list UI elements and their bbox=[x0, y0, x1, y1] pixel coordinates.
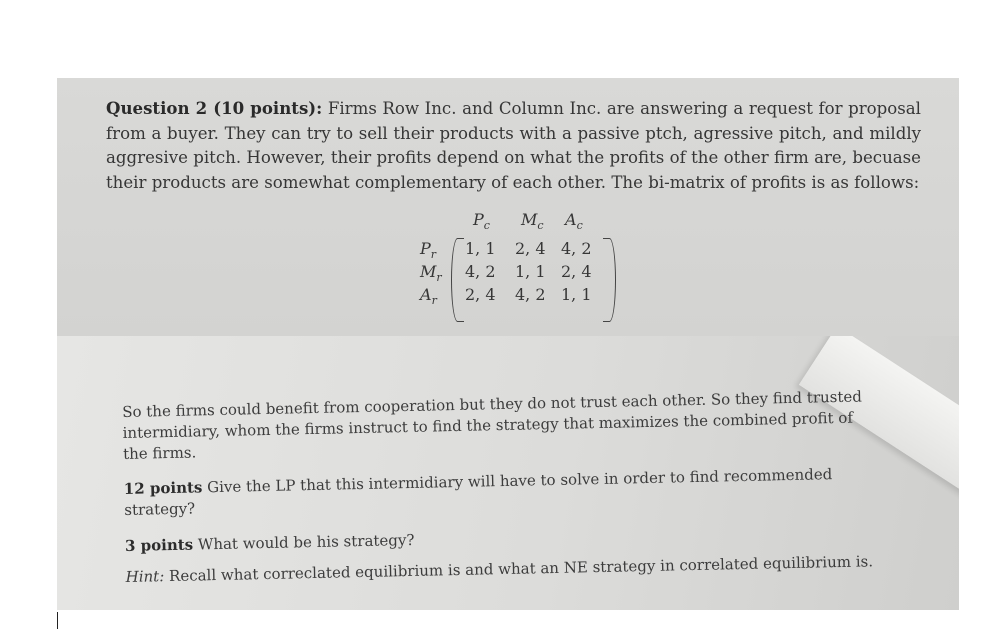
left-parenthesis bbox=[451, 238, 464, 322]
question-paragraph bbox=[106, 96, 921, 195]
matrix-cell: 2, 4 bbox=[465, 285, 496, 304]
matrix-cell: 2, 4 bbox=[515, 239, 546, 258]
row-label-mr: $M_r$ bbox=[420, 262, 442, 285]
hint-text: Recall what correclated equilibrium is and what an NE strategy in correlated equilibrium is. bbox=[168, 552, 874, 586]
part1-text: Give the LP that this intermidiary will have to solve in order to find recommended strategy? bbox=[124, 465, 833, 519]
matrix-cell: 1, 1 bbox=[515, 262, 546, 281]
question-heading: Question 2 (10 points): bbox=[106, 98, 323, 118]
matrix-cell: 4, 2 bbox=[465, 262, 496, 281]
part2-points: 3 points bbox=[124, 535, 194, 555]
question-body: Firms Row Inc. and Column Inc. are answering a request for proposal from a buyer. They can try to sell their products with a passive ptch, agressive pitch, and mildly aggresive pitch. However, their profits depend on what the profits of the other firm are, becuase their products are somewhat complementary of each other. The bi-matrix of profits is as follows: bbox=[106, 99, 921, 192]
col-label-mc bbox=[521, 210, 544, 232]
cooperation-paragraph: So the firms could benefit from cooperation but they do not trust each other. So they find trusted intermidiary, whom the firms instruct to find the strategy that maximizes the combined profit of the firms. bbox=[122, 387, 863, 463]
matrix-cell: 4, 2 bbox=[561, 239, 592, 258]
part1-question bbox=[124, 463, 883, 521]
row-label-pr: $P_r$ bbox=[420, 239, 437, 262]
continuation-text bbox=[122, 386, 884, 588]
matrix-cell: 1, 1 bbox=[465, 239, 496, 258]
part2-question bbox=[125, 520, 883, 557]
payoff-matrix bbox=[405, 210, 615, 320]
text-cursor bbox=[57, 612, 58, 629]
hint-label: Hint: bbox=[125, 567, 165, 586]
col-label-pc bbox=[473, 210, 490, 232]
matrix-cell: 4, 2 bbox=[515, 285, 546, 304]
col-label-text: $M_c$ bbox=[521, 210, 544, 233]
part1-points: 12 points bbox=[123, 478, 203, 498]
row-label-ar: $A_r$ bbox=[420, 285, 437, 308]
col-label-ac bbox=[565, 210, 583, 232]
matrix-cell: 2, 4 bbox=[561, 262, 592, 281]
col-label-text: $P_c$ bbox=[473, 210, 490, 233]
part2-text: What would be his strategy? bbox=[197, 530, 415, 554]
matrix-cell: 1, 1 bbox=[561, 285, 592, 304]
col-label-text: $A_c$ bbox=[565, 210, 583, 233]
right-parenthesis bbox=[603, 238, 616, 322]
